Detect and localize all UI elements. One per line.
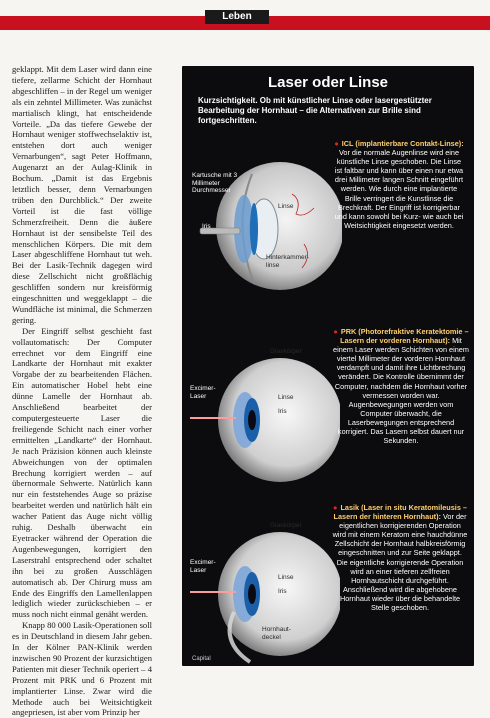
label-lens: Linse [278, 394, 294, 401]
bullet-icon: ● [334, 139, 339, 148]
panel-credit: Capital [192, 656, 211, 662]
icl-title: ICL (implantierbare Contakt-Linse): [341, 139, 464, 148]
label-iris: Iris [278, 588, 287, 595]
lasik-description [332, 503, 468, 612]
eye-diagram-prk [190, 338, 340, 498]
label-iris: Iris [202, 223, 211, 230]
bullet-icon: ● [333, 503, 338, 512]
section-label: Leben [205, 10, 269, 24]
icl-description [334, 139, 464, 230]
label-rear-lens: Hinterkammer-linse [266, 254, 309, 269]
article-paragraph: Der Eingriff selbst geschieht fast vollautomatisch: Der Computer errechnet vor dem Eingriff eine Landkarte der Hornhaut mit exakter Vorgabe der zu bearbeitenden Flächen. Ein automatischer Hobel hebt eine dünne Lamelle der Hornhaut ab. Anschließend bearbeitet der computergesteuerte Laser die freiliegende Schicht nach einer vorher ermittelten „Landkarte“ der Hornhaut. Je nach Präzision können auch kleinste Abweichungen von der optimalen Brechung korrigiert werden – auf übernormale Sehwerte. Natürlich kann nur ein feststehendes Auge so präzise bearbeitet werden und natürlich hält ein wacher Patient das Auge nicht völlig ruhig. Deshalb überwacht ein Eyetracker während der Operation die Augenbewegungen, korrigiert den Laserstrahl entsprechend oder schaltet ihn bei zu großen Ausschlägen automatisch ab. Der Chirurg muss am Ende des Eingriffs den Lamellenlappen lediglich wieder zurückschieben – er muss noch nicht einmal genäht werden. [12, 325, 152, 620]
label-vitreous: Glaskörper [270, 522, 302, 529]
panel-intro: Kurzsichtigkeit. Ob mit künstlicher Linse oder lasergestützter Bearbeitung der Hornhaut – die Alternativen zur Brille sind fortgeschritten. [198, 96, 432, 125]
label-lens: Linse [278, 574, 294, 581]
prk-description [332, 327, 470, 445]
article-paragraph: geklappt. Mit dem Laser wird dann eine tiefere, zellarme Schicht der Hornhaut abgeschliffen – in der Regel um weniger als ein zehntel Millimeter. Was zunächst martialisch klingt, hat entscheidende Vorteile. „Da das tiefere Gewebe der Hornhaut weniger stoffwechselaktiv ist, entstehen dort auch weniger Vernarbungen“, sagt Peter Hoffmann, Augenarzt an der Aulag-Klinik in Bochum. „Damit ist das Ergebnis letztlich besser, denn Vernarbungen trüben den Durchblick.“ Der zweite Vorteil ist die fast völlige Schmerzfreiheit. Denn die äußere Hornhaut ist der sensibelste Teil des menschlichen Körpers. Die mit dem Laser abgeschliffene Hornhaut tut weh. Bei der Lasik-Technik dagegen wird diese Zellschicht nicht großflächig geschliffen sondern nur kreisförmig eingeschnitten und weggeklappt – die Wundfläche ist minimal, die Schmerzen gering. [12, 64, 152, 325]
lasik-text: Vor der eigentlichen korrigierenden Operation wird mit einem Keratom eine hauchdünne Zellschicht der Hornhaut halbkreisförmig eingeschnitten und zur Seite geklappt. Die eigentliche korrigierende Operation wird an einer tieferen zellfreien Hornhautschicht durchgeführt. Anschließend wird die abgehobene Hornhaut wieder über die behandelte Stelle geschoben. [332, 512, 468, 613]
prk-title: PRK (Photorefraktive Keratektomie – Lasern der vorderen Hornhaut): [340, 327, 469, 346]
lasik-title: Lasik (Laser in situ Keratomileusis – Lasern der hinteren Hornhaut): [333, 503, 467, 522]
icl-text: Vor die normale Augenlinse wird eine künstliche Linse geschoben. Die Linse ist faltbar und kann über einen nur etwa drei Millimeter langen Schnitt eingeführt werden. Wie durch eine implantierte Brille verringert die Kunstlinse die Brechkraft. Der Eingriff ist korrigierbar und kann sowohl bei Kurz- wie auch bei Weitsichtigkeit eingesetzt werden. [334, 148, 464, 230]
label-cartridge: Kartusche mit 3 Millimeter Durchmesser [192, 172, 238, 194]
label-vitreous: Glaskörper [270, 348, 302, 355]
label-iris: Iris [278, 408, 287, 415]
eye-diagram-lasik [190, 512, 340, 666]
label-corneal-flap: Hornhaut-deckel [262, 626, 291, 641]
label-excimer-laser: Excimer-Laser [190, 559, 216, 574]
bullet-icon: ● [333, 327, 338, 336]
panel-title: Laser oder Linse [267, 74, 389, 91]
label-lens: Linse [278, 203, 294, 210]
label-excimer-laser: Excimer-Laser [190, 385, 216, 400]
article-paragraph: Knapp 80 000 Lasik-Operationen soll es in Deutschland in diesem Jahr geben. In der Kölner PAN-Klinik werden inzwischen 90 Prozent der kurzsichtigen Patienten mit dieser Technik operiert – 4 Prozent mit PRK und 6 Prozent mit implantierter Linse. Zwar wird die Methode auch bei Weitsichtigkeit angepriesen, ist aber vom Prinzip her [12, 620, 152, 718]
infographic-panel [182, 66, 474, 666]
prk-text: Mit einem Laser werden Schichten von einem viertel Millimeter der vorderen Hornhaut verdampft und damit ihre Lichtbrechung verändert. Die Kontrolle übernimmt der Computer, nachdem die Hornhaut vorher vermessen worden war. Augenbewegungen werden vom Computer überwacht, die Laserbewegungen entsprechend korrigiert. Das Lasern selbst dauert nur Sekunden. [333, 336, 469, 446]
article-body [12, 64, 152, 718]
eye-diagram-icl [192, 134, 342, 304]
